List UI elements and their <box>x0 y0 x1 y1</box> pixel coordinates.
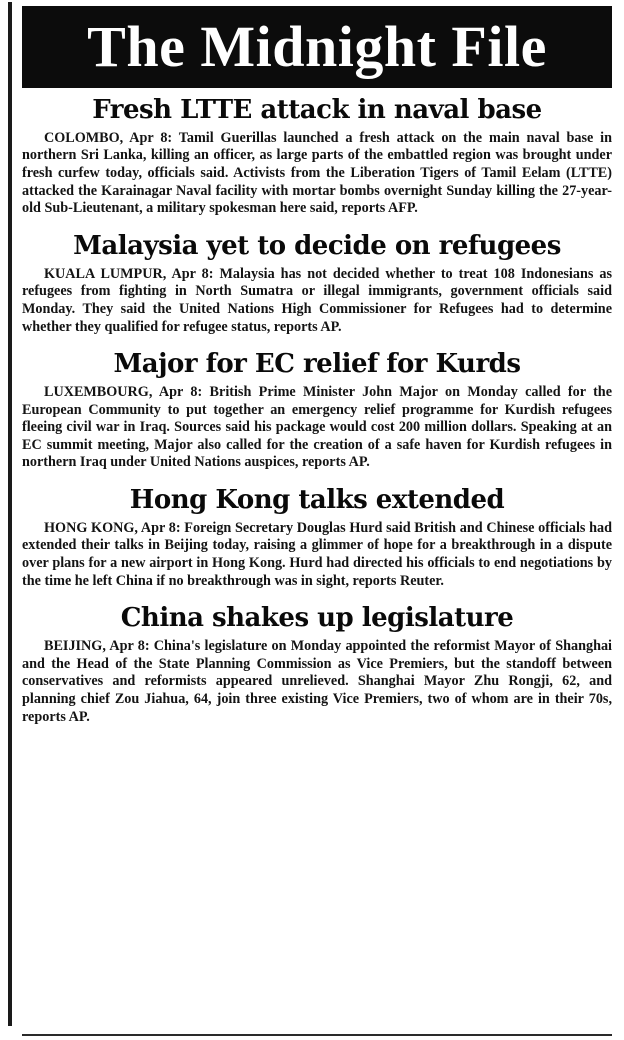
story-headline: China shakes up legislature <box>120 603 514 634</box>
story-hong-kong <box>22 486 612 590</box>
story-body: LUXEMBOURG, Apr 8: British Prime Minister John Major on Monday called for the European Community to put together an emergency relief programme for Kurdish refugees fleeing civil war in Iraq. Sources said his package would cost 200 million dollars. Speaking at an EC summit meeting, Major also called for the creation of a safe haven for Kurdish refugees in northern Iraq under United Nations auspices, reports AP. <box>22 384 612 471</box>
news-column <box>22 6 612 726</box>
masthead-title: The Midnight File <box>87 14 547 79</box>
story-ltte <box>22 96 612 218</box>
story-headline: Major for EC relief for Kurds <box>113 349 521 380</box>
story-body: HONG KONG, Apr 8: Foreign Secretary Douglas Hurd said British and Chinese officials had extended their talks in Beijing today, raising a glimmer of hope for a breakthrough in a dispute over plans for a new airport in Hong Kong. Hurd had directed his officials to end negotiations by the time he left China if no breakthrough was in sight, reports Reuter. <box>22 519 612 589</box>
story-kurds <box>22 350 612 472</box>
story-headline: Malaysia yet to decide on refugees <box>73 230 561 261</box>
story-body: COLOMBO, Apr 8: Tamil Guerillas launched a fresh attack on the main naval base in northern Sri Lanka, killing an officer, as large parts of the embattled region was brought under fresh curfew today, officials said. Activists from the Liberation Tigers of Tamil Eelam (LTTE) attacked the Karainagar Naval facility with mortar bombs overnight Sunday killing the 27-year-old Sub-Lieutenant, a military spokesman here said, reports AFP. <box>22 129 612 217</box>
bottom-rule <box>22 1034 612 1036</box>
story-body: BEIJING, Apr 8: China's legislature on Monday appointed the reformist Mayor of Shanghai and the Head of the State Planning Commission as Vice Premiers, but the standoff between conservatives and reformists appeared unrelieved. Shanghai Mayor Zhu Rongji, 62, and planning chief Zou Jiahua, 64, join three existing Vice Premiers, two of whom are in their 70s, reports AP. <box>22 638 612 725</box>
story-headline: Fresh LTTE attack in naval base <box>92 95 542 125</box>
story-malaysia <box>22 232 612 336</box>
story-body: KUALA LUMPUR, Apr 8: Malaysia has not decided whether to treat 108 Indonesians as refugees from fighting in North Sumatra or illegal immigrants, government officials said Monday. They said the United Nations High Commissioner for Refugees had to determine whether they qualified for refugee status, reports AP. <box>22 265 612 335</box>
column-left-rule <box>8 2 12 1026</box>
story-headline: Hong Kong talks extended <box>129 484 505 515</box>
story-china <box>22 604 612 726</box>
masthead-banner <box>22 6 612 88</box>
